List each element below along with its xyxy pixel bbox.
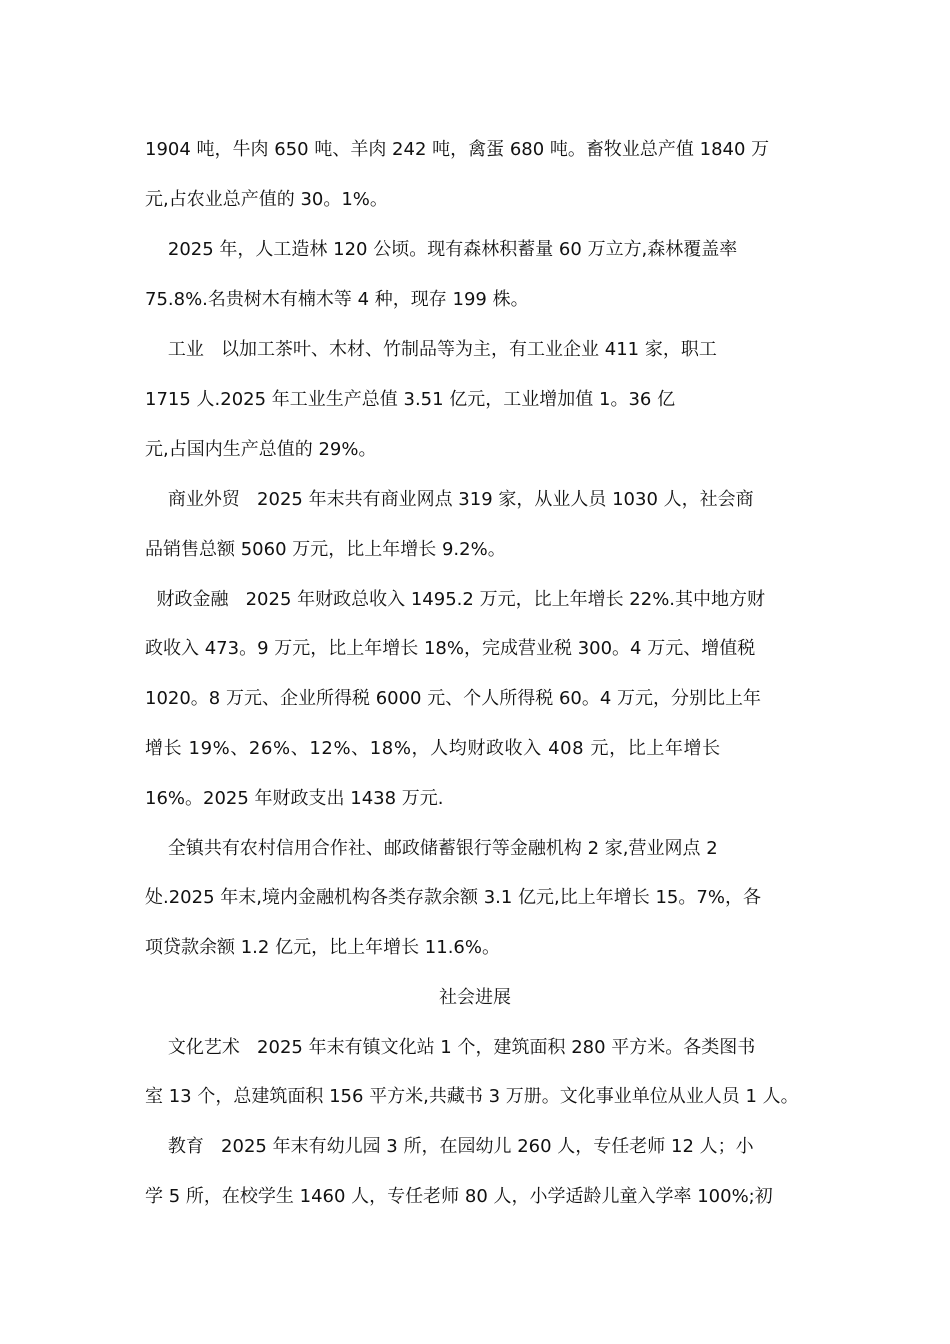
section-heading: 社会进展 xyxy=(439,987,511,1008)
text-line: 室 13 个，总建筑面积 156 平方米,共藏书 3 万册。文化事业单位从业人员 1 人。 xyxy=(145,1086,799,1107)
text-line: 教育 2025 年末有幼儿园 3 所，在园幼儿 260 人，专任老师 12 人；小 xyxy=(145,1136,754,1157)
text-line: 工业 以加工茶叶、木材、竹制品等为主，有工业企业 411 家，职工 xyxy=(145,339,717,360)
text-line: 1715 人.2025 年工业生产总值 3.51 亿元，工业增加值 1。36 亿 xyxy=(145,389,676,410)
text-line: 项贷款余额 1.2 亿元，比上年增长 11.6%。 xyxy=(145,937,500,958)
text-line: 1020。8 万元、企业所得税 6000 元、个人所得税 60。4 万元，分别比上年 xyxy=(145,688,762,709)
text-line: 品销售总额 5060 万元，比上年增长 9.2%。 xyxy=(145,539,506,560)
text-line: 全镇共有农村信用合作社、邮政储蓄银行等金融机构 2 家,营业网点 2 xyxy=(145,838,718,859)
text-line: 文化艺术 2025 年末有镇文化站 1 个，建筑面积 280 平方米。各类图书 xyxy=(145,1037,756,1058)
text-line: 元,占国内生产总值的 29%。 xyxy=(145,439,377,460)
text-line: 16%。2025 年财政支出 1438 万元. xyxy=(145,788,444,809)
text-line: 元,占农业总产值的 30。1%。 xyxy=(145,189,388,210)
text-line: 处.2025 年末,境内金融机构各类存款余额 3.1 亿元,比上年增长 15。7%，各 xyxy=(145,887,761,908)
text-line: 学 5 所，在校学生 1460 人，专任老师 80 人，小学适龄儿童入学率 100%;初 xyxy=(145,1186,773,1207)
text-line: 政收入 473。9 万元，比上年增长 18%，完成营业税 300。4 万元、增值税 xyxy=(145,638,756,659)
text-line: 1904 吨，牛肉 650 吨、羊肉 242 吨，禽蛋 680 吨。畜牧业总产值 1840 万 xyxy=(145,139,770,160)
text-line: 商业外贸 2025 年末共有商业网点 319 家，从业人员 1030 人，社会商 xyxy=(145,489,754,510)
text-line: 2025 年，人工造林 120 公顷。现有森林积蓄量 60 万立方,森林覆盖率 xyxy=(145,239,738,260)
text-line: 财政金融 2025 年财政总收入 1495.2 万元，比上年增长 22%.其中地方财 xyxy=(145,589,766,610)
text-line: 75.8%.名贵树木有楠木等 4 种，现存 199 株。 xyxy=(145,289,529,310)
text-line: 增长 19%、26%、12%、18%，人均财政收入 408 元，比上年增长 xyxy=(145,738,721,759)
